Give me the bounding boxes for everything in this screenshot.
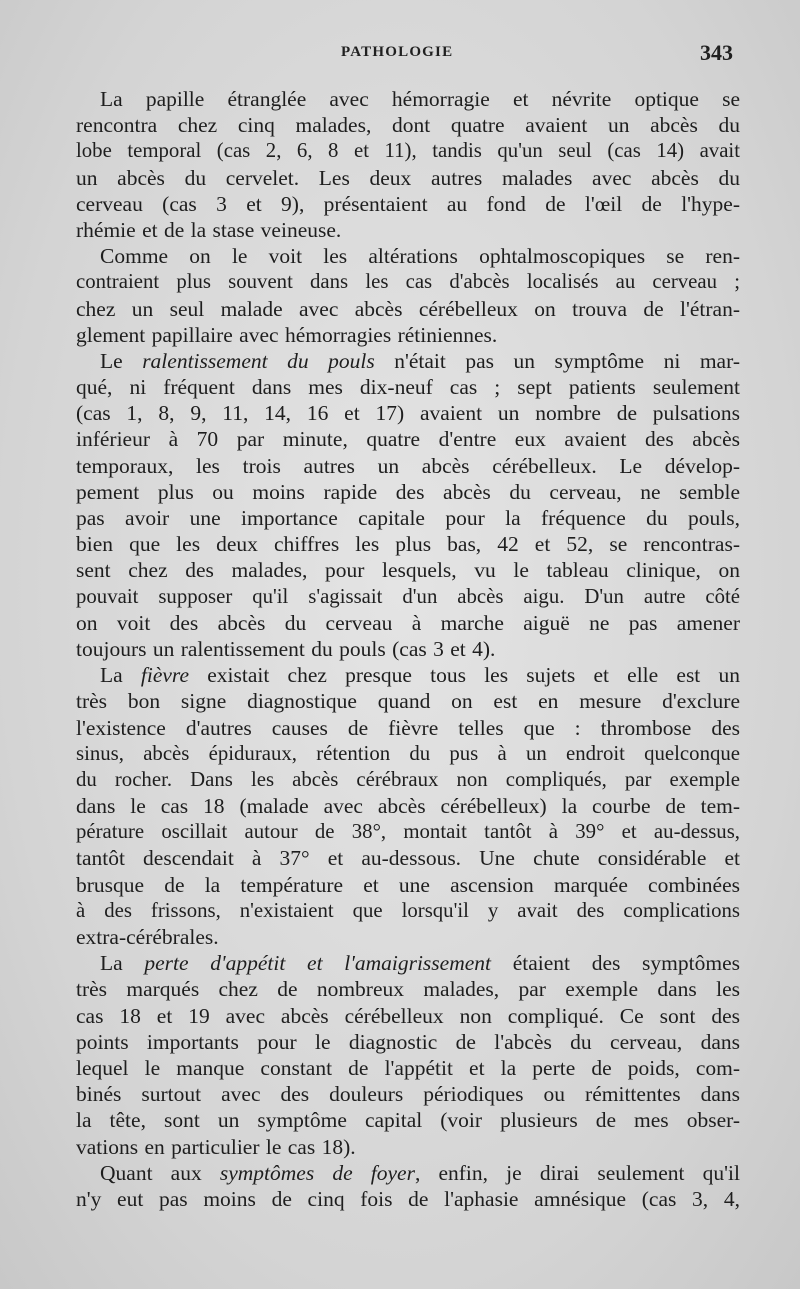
text-run: , enfin, je dirai seulement qu'il	[414, 1160, 740, 1185]
text-line: pouvait supposer qu'il s'agissait d'un abcès aigu. D'un autre côté	[76, 584, 740, 608]
text-line: rencontra chez cinq malades, dont quatre avaient un abcès du	[76, 113, 740, 138]
text-line: l'existence d'autres causes de fièvre telles que : thrombose des	[76, 715, 740, 740]
text-line: lobe temporal (cas 2, 6, 8 et 11), tandis qu'un seul (cas 14) avait	[76, 139, 740, 163]
text-run: La	[100, 951, 145, 976]
text-line: très marqués chez de nombreux malades, par exemple dans les	[76, 977, 740, 1002]
running-title: PATHOLOGIE	[341, 44, 454, 60]
text-line: sinus, abcès épiduraux, rétention du pus à un endroit quelconque	[76, 741, 740, 765]
text-run: Quant aux	[100, 1160, 220, 1185]
text-line: dans le cas 18 (malade avec abcès cérébelleux) la courbe de tem-	[76, 794, 740, 819]
italic-term: fièvre	[140, 663, 190, 688]
running-header	[0, 38, 800, 78]
text-line	[76, 662, 740, 688]
text-line: inférieur à 70 par minute, quatre d'entre eux avaient des abcès	[76, 427, 740, 452]
text-line: pérature oscillait autour de 38°, montait tantôt à 39° et au-dessus,	[76, 820, 740, 844]
text-line	[76, 348, 740, 374]
text-run: Le	[100, 348, 143, 373]
text-line: Comme on le voit les altérations ophtalmoscopiques se ren-	[100, 244, 740, 269]
text-line: à des frissons, n'existaient que lorsqu'il y avait des complications	[76, 898, 740, 922]
text-line	[76, 1160, 740, 1186]
text-line: temporaux, les trois autres un abcès cérébelleux. Le dévelop-	[76, 453, 740, 478]
body-text	[76, 86, 740, 1212]
text-line: la tête, sont un symptôme capital (voir plusieurs de mes obser-	[76, 1108, 740, 1133]
text-line: glement papillaire avec hémorragies rétiniennes.	[76, 322, 498, 347]
text-line: binés surtout avec des douleurs périodiques ou rémittentes dans	[76, 1082, 740, 1107]
text-line	[76, 950, 740, 976]
text-line: on voit des abcès du cerveau à marche aiguë ne pas amener	[76, 610, 740, 635]
text-line: un abcès du cervelet. Les deux autres malades avec abcès du	[76, 165, 740, 190]
text-line: chez un seul malade avec abcès cérébelleux on trouva de l'étran-	[76, 296, 740, 321]
text-line: vations en particulier le cas 18).	[76, 1134, 356, 1159]
text-run: La	[100, 663, 141, 688]
text-line: rhémie et de la stase veineuse.	[76, 217, 342, 242]
text-line: bien que les deux chiffres les plus bas, 42 et 52, se rencontras-	[76, 532, 740, 557]
text-line: pas avoir une importance capitale pour la fréquence du pouls,	[76, 506, 740, 530]
page-number: 343	[700, 40, 733, 65]
text-line: très bon signe diagnostique quand on est en mesure d'exclure	[76, 689, 740, 714]
text-line: tantôt descendait à 37° et au-dessous. Une chute considérable et	[76, 846, 740, 871]
text-line: qué, ni fréquent dans mes dix-neuf cas ; sept patients seulement	[76, 375, 740, 400]
text-line: toujours un ralentissement du pouls (cas 3 et 4).	[76, 636, 496, 661]
text-run: n'était pas un symptôme ni mar-	[374, 348, 740, 373]
italic-term: ralentissement du pouls	[142, 348, 375, 373]
text-line: points importants pour le diagnostic de l'abcès du cerveau, dans	[76, 1029, 740, 1054]
text-line: (cas 1, 8, 9, 11, 14, 16 et 17) avaient un nombre de pulsations	[76, 401, 740, 426]
italic-term: perte d'appétit et l'amaigrissement	[144, 951, 491, 976]
text-line: du rocher. Dans les abcès cérébraux non compliqués, par exemple	[76, 767, 740, 791]
text-line: sent chez des malades, pour lesquels, vu le tableau clinique, on	[76, 558, 740, 583]
text-line: lequel le manque constant de l'appétit et la perte de poids, com-	[76, 1055, 740, 1080]
italic-term: symptômes de foyer	[219, 1160, 415, 1185]
text-line: n'y eut pas moins de cinq fois de l'aphasie amnésique (cas 3, 4,	[76, 1186, 740, 1211]
text-line: pement plus ou moins rapide des abcès du cerveau, ne semble	[76, 479, 740, 504]
text-line: brusque de la température et une ascension marquée combinées	[76, 872, 740, 897]
text-line: La papille étranglée avec hémorragie et névrite optique se	[100, 87, 740, 111]
text-run: existait chez presque tous les sujets et elle est un	[189, 663, 740, 688]
text-line: contraient plus souvent dans les cas d'abcès localisés au cerveau ;	[76, 270, 740, 294]
text-line: cas 18 et 19 avec abcès cérébelleux non compliqué. Ce sont des	[76, 1003, 740, 1028]
text-line: cerveau (cas 3 et 9), présentaient au fond de l'œil de l'hype-	[76, 191, 740, 216]
text-run: étaient des symptômes	[490, 951, 740, 976]
text-line: extra-cérébrales.	[76, 925, 219, 949]
